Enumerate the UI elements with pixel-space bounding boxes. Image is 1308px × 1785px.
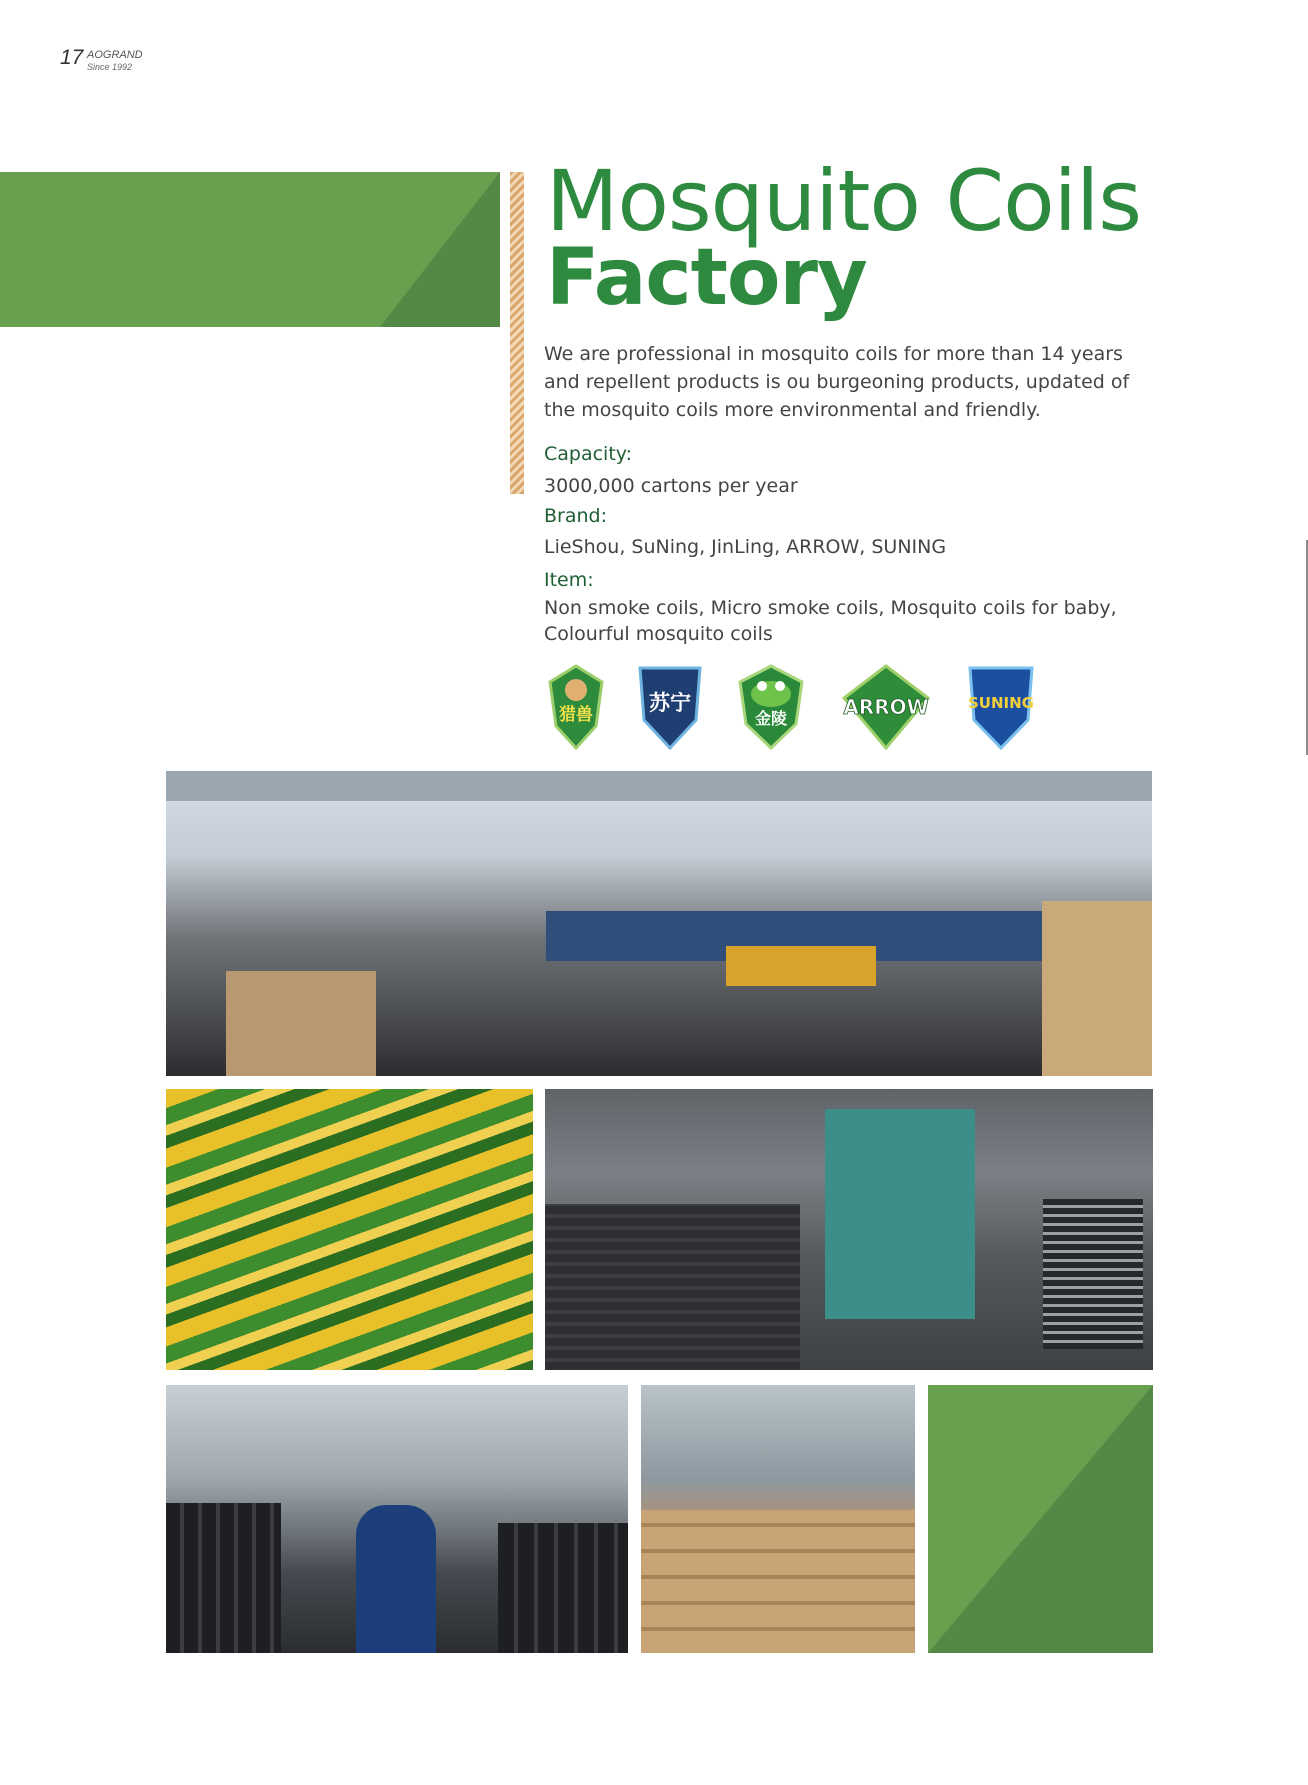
lieshou-logo-text: 猎兽 [559, 705, 593, 725]
green-decor-block [928, 1385, 1153, 1653]
product-boxes-photo [166, 1089, 533, 1370]
brand-name: AOGRAND [87, 49, 143, 61]
brand-label: Brand: [544, 505, 607, 527]
workers-packing-photo [166, 1385, 628, 1653]
decorative-stripe [510, 172, 524, 494]
brand-since: Since 1992 [87, 62, 133, 72]
factory-floor-photo [166, 771, 1152, 1076]
item-value: Non smoke coils, Micro smoke coils, Mosquito coils for baby, Colourful mosquito coils [544, 597, 1117, 645]
arrow-logo-text: ARROW [843, 695, 929, 719]
coil-machinery-photo [545, 1089, 1153, 1370]
jinling-logo-icon [738, 664, 804, 750]
suning-en-logo-icon [966, 664, 1036, 750]
brand-value: LieShou, SuNing, JinLing, ARROW, SUNING [544, 536, 947, 558]
intro-paragraph: We are professional in mosquito coils for more than 14 years and repellent products is ou burgeoning products, updated of the mosquito coils more environmental and friendly. [544, 343, 1130, 421]
item-label: Item: [544, 569, 594, 591]
page-number: 17 [60, 46, 84, 69]
capacity-value: 3000,000 cartons per year [544, 475, 798, 497]
green-banner [0, 172, 500, 327]
page-title-line2: Factory [546, 233, 867, 323]
jinling-logo-text: 金陵 [754, 709, 788, 728]
capacity-label: Capacity: [544, 443, 633, 465]
suning-logo-icon [636, 664, 704, 750]
warehouse-photo [641, 1385, 915, 1653]
suning-en-logo-text: SUNING [968, 694, 1034, 712]
suning-logo-text: 苏宁 [649, 691, 691, 715]
page-title-line1: Mosquito Coils [546, 152, 1142, 250]
lieshou-logo-icon [548, 664, 604, 750]
arrow-logo-icon [840, 664, 932, 750]
